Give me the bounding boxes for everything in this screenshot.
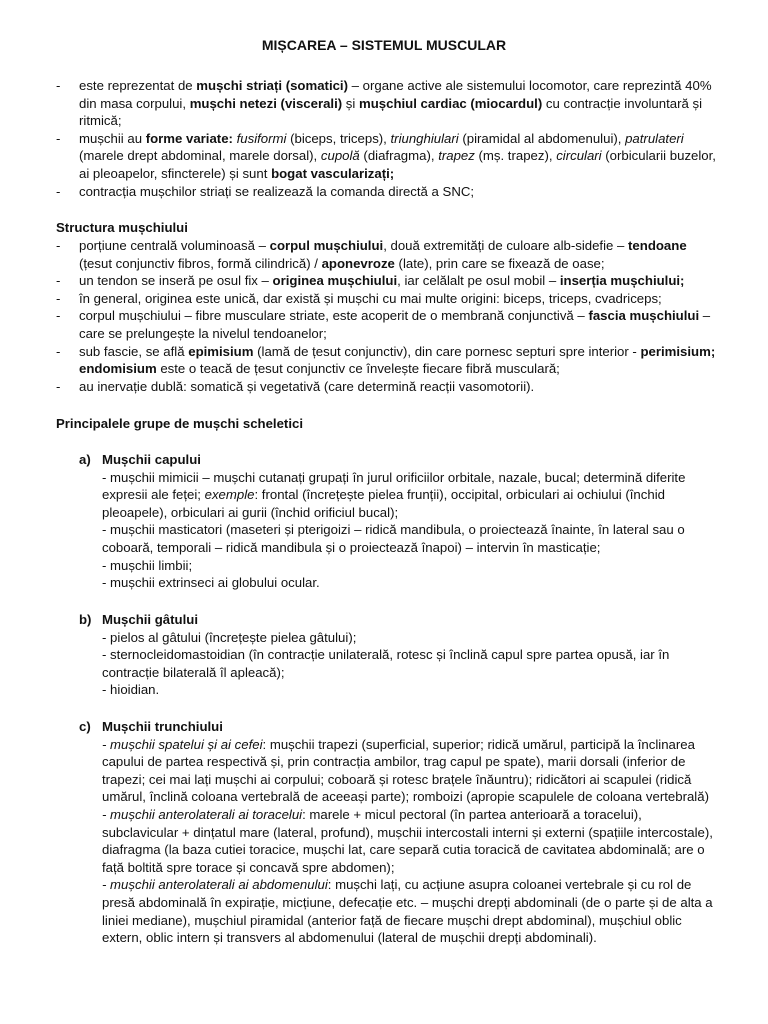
group-title: Mușchii capului xyxy=(102,452,201,467)
group-line: - mușchii anterolaterali ai toracelui: marele + micul pectoral (în partea anterioară a toracelui), subclavicular + dințatul mare (lateral, profund), mușchii intercostali interni și externi (spațiile intercostale), diafragma (la baza cutiei toracice, mușchi lat, care separă cutia toracică de cavitatea abdominală; are o față boltită spre torace și concavă spre abdomen); xyxy=(102,806,713,875)
intro-list xyxy=(56,77,716,200)
italic-term: exemple xyxy=(204,487,255,503)
bullet-item: - corpul mușchiului – fibre musculare striate, este acoperit de o membrană conjunctivă – fascia mușchiului – care se prelungește la nivelul tendoanelor; xyxy=(56,307,716,342)
group-label xyxy=(56,611,718,629)
italic-term: - mușchii anterolaterali ai toracelui xyxy=(102,806,303,822)
page-title: MIȘCAREA – SISTEMUL MUSCULAR xyxy=(261,37,507,53)
bold-term: mușchi striați (somatici) xyxy=(196,78,348,93)
italic-term: circulari xyxy=(556,148,602,164)
groups-heading: Principalele grupe de mușchi scheletici xyxy=(56,416,303,431)
group-line: - sternocleidomastoidian (în contracție unilaterală, rotesc și înclină capul spre partea opusă, iar în contracție bilaterală îl apleacă); xyxy=(102,647,670,680)
group-trunk-muscles xyxy=(56,718,718,947)
group-neck-muscles xyxy=(56,611,718,699)
group-line: - mușchii mimicii – mușchi cutanați grupați în jurul orificiilor orbitale, nazale, bucal; determină diferite expresii ale feței; exemple: frontal (încrețește pielea frunții), occipital, orbiculari ai ochiului (închid pleoapele), orbiculari ai gurii (închid orificiul bucal); xyxy=(102,469,686,520)
bold-term: mușchiul cardiac (miocardul) xyxy=(359,95,543,111)
bullet-item: - în general, originea este unică, dar există și mușchi cu mai multe origini: biceps, triceps, cvadriceps; xyxy=(56,290,716,308)
bullet-item: - contracția mușchilor striați se realizează la comanda directă a SNC; xyxy=(56,183,716,201)
bold-term: forme variate: xyxy=(145,130,233,146)
bold-term: mușchi netezi (viscerali) xyxy=(189,95,343,111)
group-marker: c) xyxy=(79,719,91,734)
italic-term: fusiformi xyxy=(236,130,287,146)
group-line: - mușchii extrinseci ai globului ocular. xyxy=(102,575,320,591)
group-body xyxy=(56,469,718,592)
bold-term: aponevroze xyxy=(321,255,395,271)
italic-term: patrulateri xyxy=(625,130,684,146)
bold-term: tendoane xyxy=(628,238,687,253)
bold-term: originea mușchiului xyxy=(272,273,398,289)
bullet-item: - mușchii au forme variate: fusiformi (biceps, triceps), triunghiulari (piramidal al abdomenului), patrulateri (marele drept abdominal, marele dorsal), cupolă (diafragma), trapez (mș. trapez), circulari (orbicularii buzelor, ai pleoapelor, sfincterele) și sunt bogat vascularizați; xyxy=(56,130,716,183)
group-body xyxy=(56,629,718,699)
group-title: Mușchii trunchiului xyxy=(102,719,223,734)
italic-term: - mușchii spatelui și ai cefei xyxy=(102,736,263,752)
group-body xyxy=(56,736,718,947)
bold-term: fascia mușchiului xyxy=(588,308,700,324)
group-label xyxy=(56,451,718,469)
bold-term: perimisium; endomisium xyxy=(79,343,716,377)
italic-term: trapez xyxy=(438,148,475,164)
bold-term: inserția mușchiului; xyxy=(559,273,685,289)
group-line: - mușchii limbii; xyxy=(102,557,193,573)
group-marker: b) xyxy=(79,612,92,627)
bullet-item: - porțiune centrală voluminoasă – corpul mușchiului, două extremități de culoare alb-sidefie – tendoane (țesut conjunctiv fibros, formă cilindrică) / aponevroze (late), prin care se fixează de oase; xyxy=(56,237,716,272)
group-line: - mușchii masticatori (maseteri și pterigoizi – ridică mandibula, o proiectează înainte, în lateral sau o coboară, temporali – ridică mandibula și o proiectează înapoi) – intervin în masticație; xyxy=(102,522,685,555)
group-line: - hioidian. xyxy=(102,682,160,698)
group-head-muscles xyxy=(56,451,718,592)
bold-term: corpul mușchiului xyxy=(269,238,384,253)
italic-term: cupolă xyxy=(320,148,360,164)
group-label xyxy=(56,718,718,736)
bold-term: bogat vascularizați; xyxy=(271,165,395,181)
structure-list xyxy=(56,237,716,395)
bullet-item: - au inervație dublă: somatică și vegetativă (care determină reacții vasomotorii). xyxy=(56,378,716,396)
group-line: - pielos al gâtului (încrețește pielea gâtului); xyxy=(102,629,357,645)
bullet-item: - este reprezentat de mușchi striați (somatici) – organe active ale sistemului locomotor, care reprezintă 40% din masa corpului, mușchi netezi (viscerali) și mușchiul cardiac (miocardul) cu contracție involuntară și ritmică; xyxy=(56,77,716,130)
bullet-item: - sub fascie, se află epimisium (lamă de țesut conjunctiv), din care pornesc septuri spre interior - perimisium; endomisium este o teacă de țesut conjunctiv ce învelește fiecare fibră musculară; xyxy=(56,343,716,378)
group-title: Mușchii gâtului xyxy=(102,612,198,627)
group-line: - mușchii spatelui și ai cefei: mușchii trapezi (superficial, superior; ridică umărul, participă la înclinarea capului de partea respectivă și, prin contracția ambilor, trag capul pe spate), marii dorsali (inferior de trapezi; cei mai lați mușchi ai corpului; coboară și rotesc brațele înăuntru); ridicători ai scapulei (ridică umărul, înclină coloana vertebrală de aceeași parte); romboizi (apropie scapulele de coloana vertebrală) xyxy=(102,736,709,805)
group-marker: a) xyxy=(79,452,91,467)
italic-term: - mușchii anterolaterali ai abdomenului xyxy=(102,877,328,893)
group-line: - mușchii anterolaterali ai abdomenului: mușchi lați, cu acțiune asupra coloanei vertebrale și cu rol de presă abdominală în expirație, micțiune, defecație etc. – mușchi drepți abdominali (de o parte și de alta a liniei mediane), mușchiul piramidal (anterior față de fiecare mușchi drept abdominal), mușchiul oblic extern, oblic intern și transvers al abdomenului (lateral de mușchii drepți abdominali). xyxy=(102,877,713,946)
bold-term: epimisium xyxy=(188,343,254,359)
italic-term: triunghiulari xyxy=(390,130,459,146)
bullet-item: - un tendon se inseră pe osul fix – originea mușchiului, iar celălalt pe osul mobil – inserția mușchiului; xyxy=(56,272,716,290)
structure-heading: Structura mușchiului xyxy=(56,220,188,235)
